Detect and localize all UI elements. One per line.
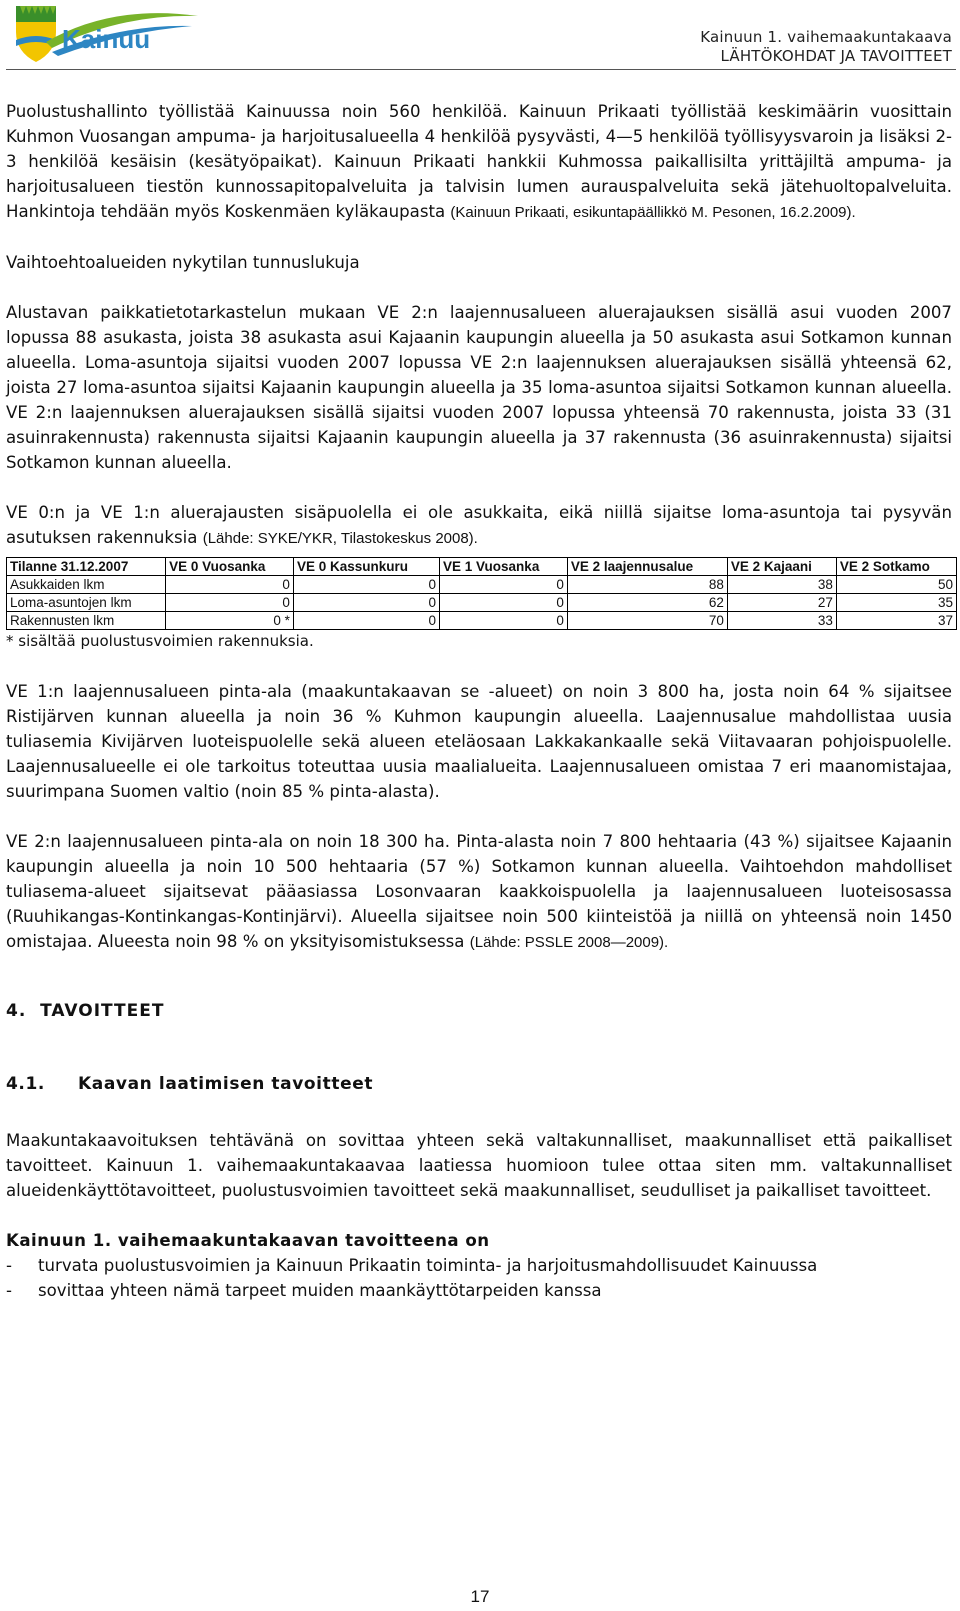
paragraph-planning-goals: Maakuntakaavoituksen tehtävänä on sovittaa yhteen sekä valtakunnalliset, maakunnalliset että paikalliset tavoitteet. Kainuun 1. vaihemaakuntakaavaa laatiessa huomioon tulee ottaa siten mm. valtakunnalliset alueidenkäyttötavoitteet, puolustusvoimien tavoitteet sekä maakunnalliset, seudulliset ja paikalliset tavoitteet. bbox=[6, 1131, 952, 1200]
goals-title: Kainuun 1. vaihemaakuntakaavan tavoitteena on bbox=[6, 1231, 490, 1250]
table-header-cell: Tilanne 31.12.2007 bbox=[7, 558, 166, 576]
table-row bbox=[7, 576, 957, 594]
subsection-title: Kaavan laatimisen tavoitteet bbox=[78, 1074, 374, 1094]
paragraph-ve2-area-text: VE 2:n laajennusalueen pinta-ala on noin 18 300 ha. Pinta-alasta noin 7 800 hehtaaria (43 %) sijaitsee Kajaanin kaupungin alueella ja noin 10 500 hehtaaria (57 %) Sotkamon kunnan alueella. Vaihtoehdon mahdolliset tuliasema-alueet sijaitsevat pääasiassa Losonvaaran kaakkoispuolella ja laajennusalueen luoteisosassa (Ruuhikangas-Kontinkangas-Kontinjärvi). Alueella sijaitsee noin 500 kiinteistöä ja niillä on yhteensä noin 1450 omistajaa. Alueesta noin 98 % on yksityisomistuksessa bbox=[6, 832, 952, 951]
section-number: 4. bbox=[6, 1001, 27, 1021]
table-cell: 0 bbox=[440, 576, 568, 594]
table-cell: 35 bbox=[836, 594, 956, 612]
table-cell: 70 bbox=[567, 612, 727, 630]
list-dash: - bbox=[6, 1256, 12, 1275]
table-header-cell: VE 0 Vuosanka bbox=[166, 558, 294, 576]
table-cell: 37 bbox=[836, 612, 956, 630]
table-cell: 0 bbox=[440, 594, 568, 612]
subsection-number: 4.1. bbox=[6, 1074, 45, 1094]
table-cell: 0 bbox=[166, 594, 294, 612]
table-header-cell: VE 0 Kassunkuru bbox=[293, 558, 439, 576]
table-cell: 88 bbox=[567, 576, 727, 594]
table-cell: Asukkaiden lkm bbox=[7, 576, 166, 594]
paragraph-ve2-area bbox=[6, 829, 952, 955]
list-item-text: turvata puolustusvoimien ja Kainuun Prikaatin toiminta- ja harjoitusmahdollisuudet Kainuussa bbox=[38, 1256, 818, 1275]
source-citation: (Lähde: PSSLE 2008—2009). bbox=[469, 934, 669, 951]
table-cell: 62 bbox=[567, 594, 727, 612]
header-divider bbox=[6, 69, 956, 70]
subsection-heading bbox=[6, 1072, 952, 1097]
paragraph-ve0-ve1-text: VE 0:n ja VE 1:n aluerajausten sisäpuolella ei ole asukkaita, eikä niillä sijaitse loma-asuntoja tai pysyvän asutuksen rakennuksia bbox=[6, 503, 952, 547]
page-number: 17 bbox=[470, 1587, 490, 1606]
source-citation: (Kainuun Prikaati, esikuntapäällikkö M. Pesonen, 16.2.2009). bbox=[450, 204, 856, 221]
list-item-text: sovittaa yhteen nämä tarpeet muiden maankäyttötarpeiden kanssa bbox=[38, 1281, 602, 1300]
paragraph-employment-text: Puolustushallinto työllistää Kainuussa noin 560 henkilöä. Kainuun Prikaati työllistää keskimäärin vuosittain Kuhmon Vuosangan ampuma- ja harjoitusalueella 4 henkilöä pysyvästi, 4—5 henkilöä työllisyysvaroin ja lisäksi 2-3 henkilöä kesäisin (kesätyöpaikat). Kainuun Prikaati hankkii Kuhmossa paikallisilta yrittäjiltä ampuma- ja harjoitusalueen tiestön kunnossapitopalveluita ja talvisin lumen aurauspalveluita sekä jätehuoltopalveluita. Hankintoja tehdään myös Koskenmäen kyläkaupasta bbox=[6, 102, 952, 221]
paragraph-employment bbox=[6, 99, 952, 225]
list-item bbox=[6, 1278, 952, 1303]
table-cell: 0 bbox=[293, 594, 439, 612]
page-content bbox=[6, 99, 952, 1303]
table-header-cell: VE 2 Kajaani bbox=[727, 558, 836, 576]
table-cell: 0 bbox=[166, 576, 294, 594]
section-heading bbox=[6, 999, 952, 1024]
paragraph-ve0-ve1 bbox=[6, 500, 952, 551]
table-header-cell: VE 1 Vuosanka bbox=[440, 558, 568, 576]
table-row bbox=[7, 612, 957, 630]
table-cell: 38 bbox=[727, 576, 836, 594]
table-cell: 33 bbox=[727, 612, 836, 630]
document-title-line2: LÄHTÖKOHDAT JA TAVOITTEET bbox=[720, 47, 952, 65]
table-cell: Loma-asuntojen lkm bbox=[7, 594, 166, 612]
table-cell: 0 * bbox=[166, 612, 294, 630]
kainuu-logo bbox=[12, 2, 202, 68]
document-title bbox=[700, 28, 952, 66]
table-header-cell: VE 2 laajennusalue bbox=[567, 558, 727, 576]
table-cell: 0 bbox=[440, 612, 568, 630]
goals-list bbox=[6, 1253, 952, 1303]
list-item bbox=[6, 1253, 952, 1278]
table-footnote: * sisältää puolustusvoimien rakennuksia. bbox=[6, 632, 314, 650]
paragraph-heading-key-figures: Vaihtoehtoalueiden nykytilan tunnuslukuja bbox=[6, 253, 360, 272]
table-cell: 0 bbox=[293, 576, 439, 594]
table-cell: 27 bbox=[727, 594, 836, 612]
paragraph-ve2-population: Alustavan paikkatietotarkastelun mukaan VE 2:n laajennusalueen aluerajauksen sisällä asui vuoden 2007 lopussa 88 asukasta, joista 38 asukasta asui Kajaanin kaupungin alueella ja 50 asukasta asui Sotkamon kunnan alueella. Loma-asuntoja sijaitsi vuoden 2007 lopussa VE 2:n laajennuksen aluerajauksen sisällä yhteensä 62, joista 27 loma-asuntoa sijaitsi Kajaanin kaupungin alueella ja 35 loma-asuntoa sijaitsi Sotkamon kunnan alueella. VE 2:n laajennuksen aluerajauksen sisällä sijaitsi vuoden 2007 lopussa yhteensä 70 rakennusta, joista 33 (31 asuinrakennusta) rakennusta sijaitsi Kajaanin kaupungin alueella ja 37 rakennusta (36 asuinrakennusta) sijaitsi Sotkamon kunnan alueella. bbox=[6, 303, 952, 472]
table-row bbox=[7, 594, 957, 612]
logo-text: Kainuu bbox=[62, 24, 151, 54]
table-cell: 50 bbox=[836, 576, 956, 594]
paragraph-ve1-area: VE 1:n laajennusalueen pinta-ala (maakuntakaavan se -alueet) on noin 3 800 ha, josta noin 64 % sijaitsee Ristijärven kunnan alueella ja noin 36 % Kuhmon kaupungin alueella. Laajennusalue mahdollistaa uusia tuliasemia Kivijärven luoteispuolelle sekä alueen eteläosaan Lakkakankaalle sekä Viitavaaran pohjoispuolelle. Laajennusalueelle ei ole tarkoitus toteuttaa uusia maalialueita. Laajennusalueen omistaa 7 eri maanomistajaa, suurimpana Suomen valtio (noin 85 % pinta-alasta). bbox=[6, 682, 952, 801]
list-dash: - bbox=[6, 1281, 12, 1300]
section-title: TAVOITTEET bbox=[40, 1001, 165, 1021]
statistics-table bbox=[6, 557, 957, 630]
table-cell: Rakennusten lkm bbox=[7, 612, 166, 630]
page-header bbox=[0, 0, 960, 72]
table-header-cell: VE 2 Sotkamo bbox=[836, 558, 956, 576]
document-title-line1: Kainuun 1. vaihemaakuntakaava bbox=[700, 28, 952, 46]
table-cell: 0 bbox=[293, 612, 439, 630]
table-header-row bbox=[7, 558, 957, 576]
source-citation: (Lähde: SYKE/YKR, Tilastokeskus 2008). bbox=[202, 530, 478, 547]
